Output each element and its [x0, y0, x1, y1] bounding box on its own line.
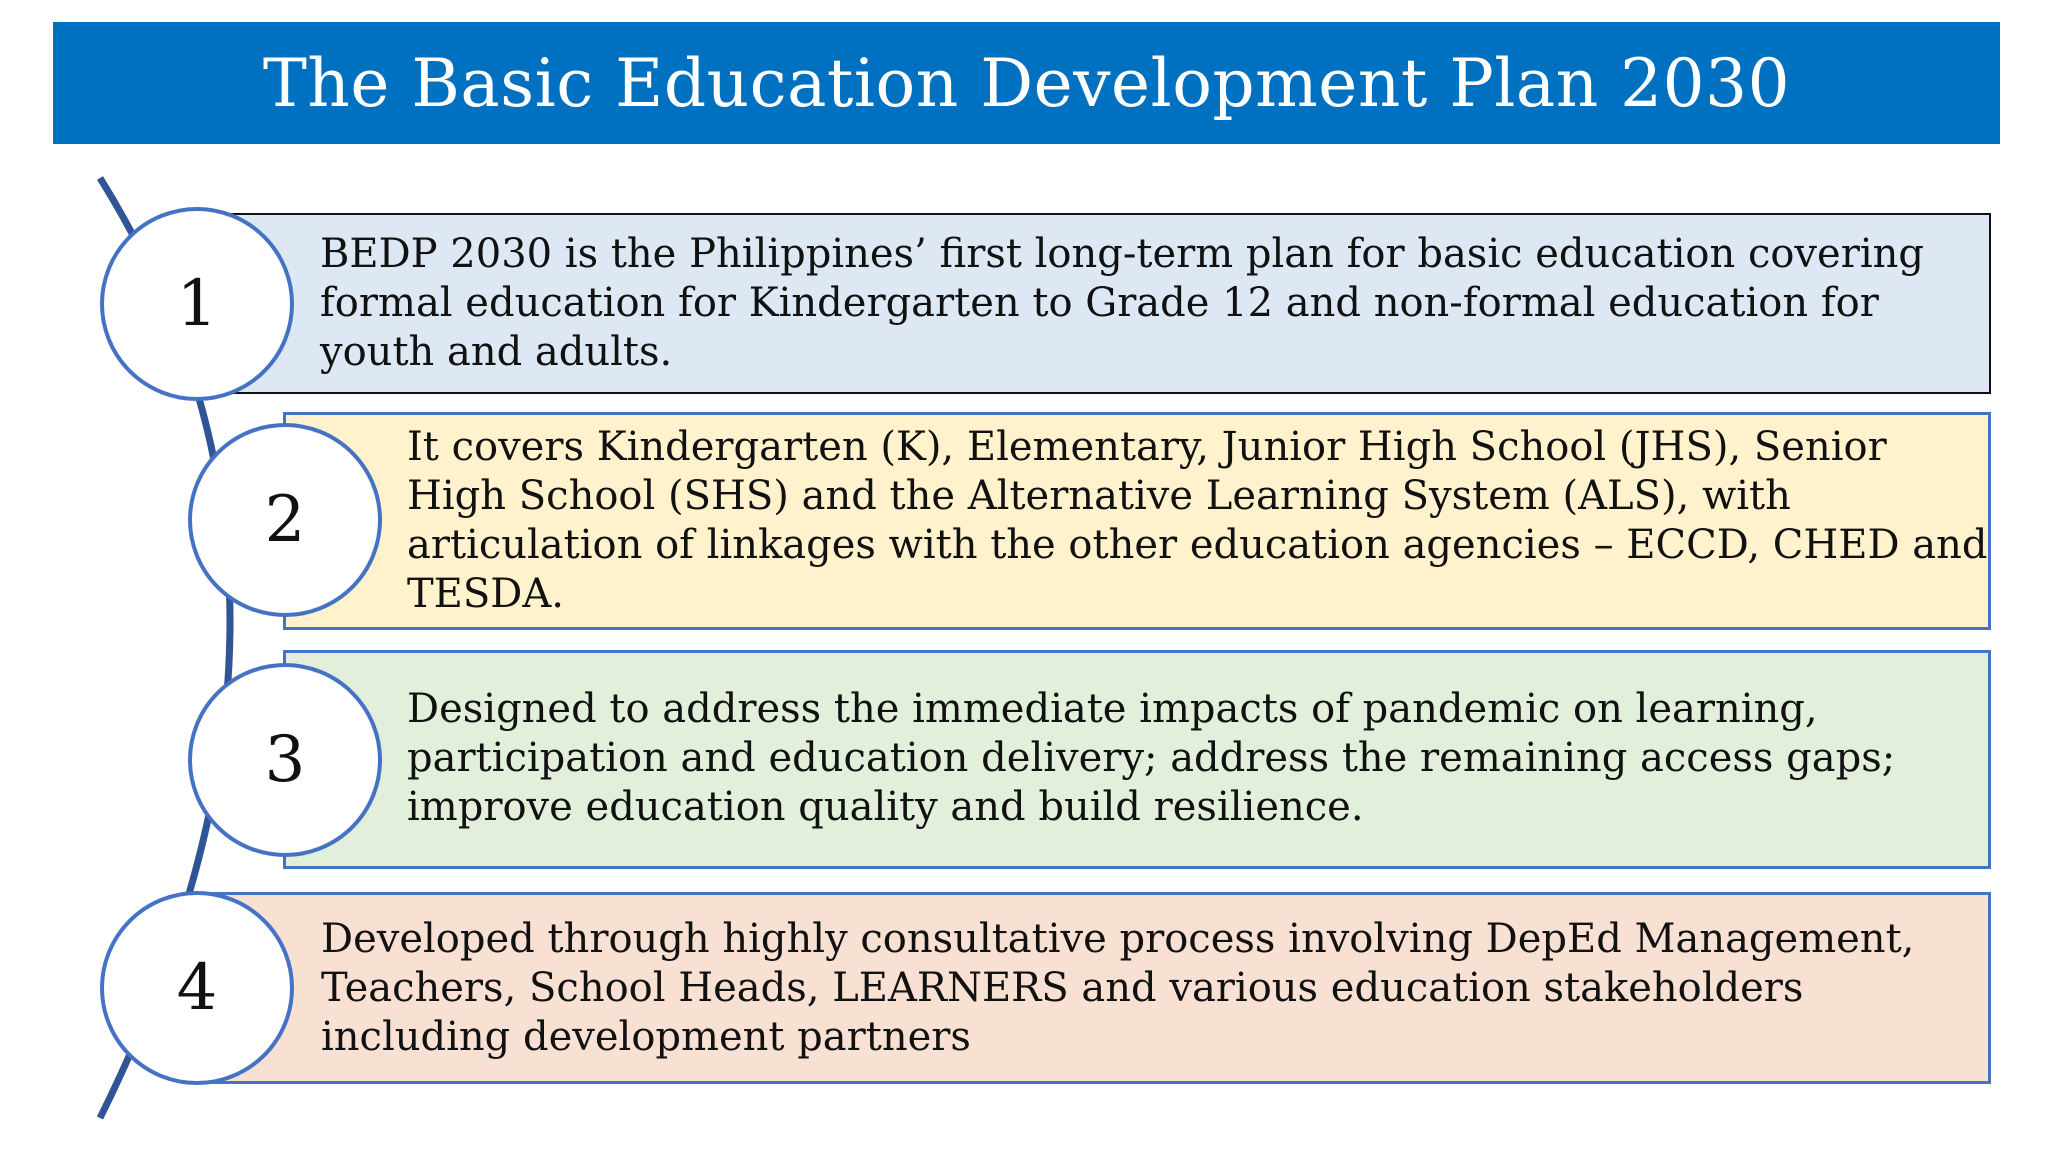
item-text-1: BEDP 2030 is the Philippines’ first long-term plan for basic education covering formal education for Kindergarten to Grade 12 and non-formal education for youth and adults.: [320, 231, 1924, 375]
item-text-2: It covers Kindergarten (K), Elementary, Junior High School (JHS), Senior High School (SHS) and the Alternative Learning System (ALS), with articulation of linkages with the other education agencies – ECCD, CHED and TESDA.: [407, 424, 1988, 617]
item-text-4: Developed through highly consultative process involving DepEd Management, Teachers, School Heads, LEARNERS and various education stakeholders including development partners: [321, 915, 1915, 1060]
item-number-circle-1: [100, 207, 294, 401]
item-number-circle-3: [188, 663, 382, 857]
page-title: The Basic Education Development Plan 2030: [262, 44, 1791, 122]
item-box-2: [283, 412, 1991, 630]
item-box-4: [203, 892, 1991, 1084]
item-number-4: 4: [176, 951, 218, 1025]
item-number-circle-4: [100, 891, 294, 1085]
item-box-1: [203, 213, 1991, 394]
item-number-2: 2: [264, 483, 306, 557]
item-box-3: [283, 650, 1991, 869]
item-number-1: 1: [176, 267, 218, 341]
item-text-3: Designed to address the immediate impacts of pandemic on learning, participation and education delivery; address the remaining access gaps; improve education quality and build resilience.: [407, 686, 1896, 830]
item-number-3: 3: [264, 723, 306, 797]
item-number-circle-2: [188, 423, 382, 617]
